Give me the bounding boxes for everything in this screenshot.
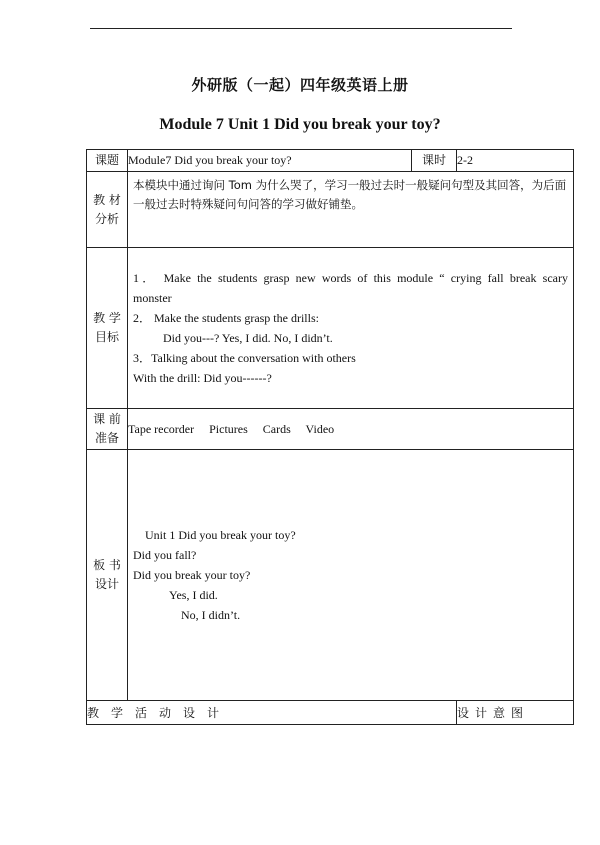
board-label xyxy=(87,450,128,701)
analysis-cell xyxy=(128,172,574,248)
topic-row xyxy=(87,150,574,172)
design-intent-header: 设计意图 xyxy=(457,701,574,725)
module-title: Module 7 Unit 1 Did you break your toy? xyxy=(159,116,441,133)
board-line-2: Did you fall? xyxy=(133,548,197,562)
objectives-label-line-1: 教 学 xyxy=(93,311,121,325)
hours-value: 2-2 xyxy=(457,150,574,172)
objective-line-5: With the drill: Did you------? xyxy=(133,371,272,385)
objective-line-2: 2． Make the students grasp the drills: xyxy=(133,311,319,325)
objective-line-1a: 1． Make the students grasp new words of this module “ crying fall break scary xyxy=(133,271,568,285)
analysis-row xyxy=(87,172,574,248)
hours-label: 课时 xyxy=(412,150,457,172)
board-label-line-1: 板 书 xyxy=(93,558,121,572)
objectives-label xyxy=(87,248,128,409)
footer-row xyxy=(87,701,574,725)
preparation-label-line-2: 准备 xyxy=(94,431,119,445)
topic-label: 课题 xyxy=(87,150,128,172)
activity-design-header: 教学活动设计 xyxy=(87,701,457,725)
board-line-4: Yes, I did. xyxy=(169,588,218,602)
top-rule xyxy=(90,28,512,29)
objective-line-1b: monster xyxy=(133,291,172,305)
document-title: 外研版（一起）四年级英语上册 xyxy=(191,76,409,94)
analysis-label-line-1: 教 材 xyxy=(93,192,121,207)
preparation-text: Tape recorder Pictures Cards Video xyxy=(128,409,574,450)
board-row xyxy=(87,450,574,701)
analysis-label-line-2: 分析 xyxy=(94,211,119,226)
board-label-line-2: 设计 xyxy=(94,577,119,591)
lesson-plan-table xyxy=(86,149,574,725)
objective-line-4: 3．Talking about the conversation with others xyxy=(133,351,356,365)
preparation-row xyxy=(87,409,574,450)
objectives-cell xyxy=(128,248,574,409)
objective-line-3: Did you---? Yes, I did. No, I didn’t. xyxy=(163,331,333,345)
analysis-text: 本模块中通过询问 Tom 为什么哭了，学习一般过去时一般疑问句型及其回答，为后面一般过去时特殊疑问句问答的学习做好铺垫。 xyxy=(133,178,567,211)
preparation-label xyxy=(87,409,128,450)
board-line-5: No, I didn’t. xyxy=(181,608,241,622)
topic-value: Module7 Did you break your toy? xyxy=(128,150,412,172)
objectives-label-line-2: 目标 xyxy=(94,330,119,344)
board-line-3: Did you break your toy? xyxy=(133,568,251,582)
analysis-label xyxy=(87,172,128,248)
preparation-label-line-1: 课 前 xyxy=(93,412,121,426)
board-cell xyxy=(128,450,574,701)
board-line-1: Unit 1 Did you break your toy? xyxy=(145,528,296,542)
objectives-row xyxy=(87,248,574,409)
